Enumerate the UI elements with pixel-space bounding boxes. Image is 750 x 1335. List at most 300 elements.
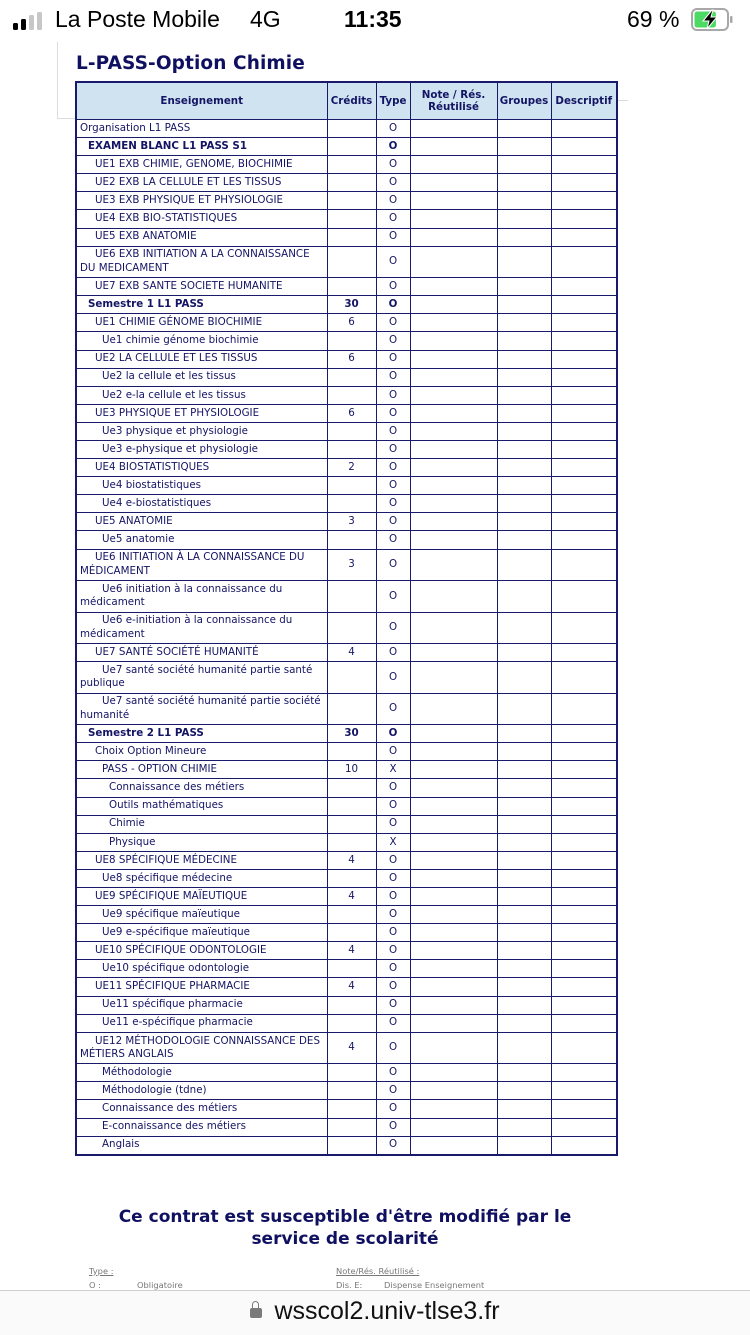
cell-groupes — [497, 1118, 551, 1136]
cell-descriptif — [551, 833, 617, 851]
cell-note — [410, 228, 497, 246]
cell-credits — [327, 120, 376, 138]
cell-credits — [327, 156, 376, 174]
cell-note — [410, 833, 497, 851]
cell-descriptif — [551, 441, 617, 459]
modification-notice: Ce contrat est susceptible d'être modifié par le service de scolarité — [118, 1207, 572, 1249]
cell-note — [410, 531, 497, 549]
table-row — [76, 833, 617, 851]
cell-enseignement: Choix Option Mineure — [76, 743, 327, 761]
cell-note — [410, 996, 497, 1014]
table-row — [76, 1082, 617, 1100]
table-row — [76, 246, 617, 278]
cell-enseignement: UE1 CHIMIE GÉNOME BIOCHIMIE — [76, 314, 327, 332]
table-row — [76, 942, 617, 960]
cell-type: O — [376, 210, 410, 228]
cell-descriptif — [551, 296, 617, 314]
cell-groupes — [497, 192, 551, 210]
cell-note — [410, 761, 497, 779]
cell-enseignement: Connaissance des métiers — [76, 779, 327, 797]
cell-credits: 4 — [327, 644, 376, 662]
cell-enseignement: Semestre 1 L1 PASS — [76, 296, 327, 314]
cell-type: O — [376, 350, 410, 368]
cell-note — [410, 888, 497, 906]
cell-credits — [327, 1064, 376, 1082]
cell-groupes — [497, 869, 551, 887]
cell-enseignement: UE5 ANATOMIE — [76, 513, 327, 531]
cell-type: O — [376, 888, 410, 906]
table-row — [76, 978, 617, 996]
cell-enseignement: UE10 SPÉCIFIQUE ODONTOLOGIE — [76, 942, 327, 960]
table-row — [76, 495, 617, 513]
table-row — [76, 120, 617, 138]
cell-enseignement: Ue1 chimie génome biochimie — [76, 332, 327, 350]
cell-descriptif — [551, 228, 617, 246]
page-title: L-PASS-Option Chimie — [76, 53, 305, 74]
clock: 11:35 — [344, 6, 402, 32]
table-row — [76, 1118, 617, 1136]
cell-enseignement: UE4 EXB BIO-STATISTIQUES — [76, 210, 327, 228]
cell-type: O — [376, 644, 410, 662]
url-display[interactable] — [0, 1297, 750, 1326]
cell-credits: 4 — [327, 978, 376, 996]
cell-groupes — [497, 612, 551, 644]
cell-groupes — [497, 350, 551, 368]
cell-groupes — [497, 1082, 551, 1100]
cell-descriptif — [551, 386, 617, 404]
cell-enseignement: Chimie — [76, 815, 327, 833]
cell-type: O — [376, 120, 410, 138]
cell-descriptif — [551, 120, 617, 138]
cell-groupes — [497, 924, 551, 942]
cell-enseignement: UE1 EXB CHIMIE, GENOME, BIOCHIMIE — [76, 156, 327, 174]
cell-descriptif — [551, 422, 617, 440]
table-row — [76, 314, 617, 332]
cell-enseignement: Ue3 e-physique et physiologie — [76, 441, 327, 459]
column-header-type: Type — [376, 82, 410, 120]
table-row — [76, 725, 617, 743]
cell-enseignement: Organisation L1 PASS — [76, 120, 327, 138]
status-bar — [0, 0, 750, 42]
cell-note — [410, 120, 497, 138]
cell-groupes — [497, 156, 551, 174]
cell-descriptif — [551, 581, 617, 613]
cell-note — [410, 743, 497, 761]
table-row — [76, 869, 617, 887]
table-row — [76, 797, 617, 815]
cell-groupes — [497, 581, 551, 613]
legend-type-header: Type : — [89, 1266, 114, 1276]
cell-groupes — [497, 797, 551, 815]
cell-type: O — [376, 513, 410, 531]
cell-groupes — [497, 386, 551, 404]
browser-address-bar[interactable] — [0, 1290, 750, 1335]
cell-groupes — [497, 228, 551, 246]
cell-credits — [327, 368, 376, 386]
cell-credits: 3 — [327, 549, 376, 581]
cell-groupes — [497, 120, 551, 138]
table-header-row — [76, 82, 617, 120]
cell-type: O — [376, 1032, 410, 1064]
cell-credits — [327, 246, 376, 278]
cell-groupes — [497, 851, 551, 869]
cell-type: O — [376, 138, 410, 156]
legend-key: Dis. E: — [336, 1279, 363, 1290]
cell-type: O — [376, 278, 410, 296]
cell-enseignement: UE2 LA CELLULE ET LES TISSUS — [76, 350, 327, 368]
cell-credits — [327, 779, 376, 797]
cell-note — [410, 1100, 497, 1118]
cell-descriptif — [551, 1032, 617, 1064]
cell-groupes — [497, 531, 551, 549]
table-row — [76, 662, 617, 694]
curriculum-table — [75, 81, 618, 1156]
table-body — [76, 120, 617, 1155]
cell-enseignement: UE12 MÉTHODOLOGIE CONNAISSANCE DES MÉTIERS ANGLAIS — [76, 1032, 327, 1064]
table-row — [76, 228, 617, 246]
cell-credits — [327, 581, 376, 613]
network-type: 4G — [250, 6, 281, 32]
cell-descriptif — [551, 1118, 617, 1136]
cell-groupes — [497, 942, 551, 960]
cell-type: O — [376, 779, 410, 797]
cell-note — [410, 368, 497, 386]
cell-enseignement: E-connaissance des métiers — [76, 1118, 327, 1136]
table-row — [76, 477, 617, 495]
cell-descriptif — [551, 996, 617, 1014]
cell-note — [410, 978, 497, 996]
cell-credits — [327, 612, 376, 644]
cell-enseignement: Ue8 spécifique médecine — [76, 869, 327, 887]
cell-enseignement: Outils mathématiques — [76, 797, 327, 815]
cell-note — [410, 581, 497, 613]
cell-type: O — [376, 960, 410, 978]
cell-enseignement: UE6 EXB INITIATION A LA CONNAISSANCE DU MEDICAMENT — [76, 246, 327, 278]
cell-type: O — [376, 422, 410, 440]
cell-groupes — [497, 1136, 551, 1155]
cell-note — [410, 246, 497, 278]
cell-enseignement: UE7 SANTÉ SOCIÉTÉ HUMANITÉ — [76, 644, 327, 662]
cell-type: O — [376, 314, 410, 332]
cell-credits: 30 — [327, 725, 376, 743]
cell-descriptif — [551, 743, 617, 761]
cell-note — [410, 422, 497, 440]
table-row — [76, 924, 617, 942]
column-header-note: Note / Rés. Réutilisé — [410, 82, 497, 120]
cell-groupes — [497, 833, 551, 851]
cell-enseignement: EXAMEN BLANC L1 PASS S1 — [76, 138, 327, 156]
table-row — [76, 531, 617, 549]
cell-descriptif — [551, 156, 617, 174]
cell-descriptif — [551, 779, 617, 797]
page-frame-border — [57, 42, 58, 119]
cell-descriptif — [551, 662, 617, 694]
cell-note — [410, 138, 497, 156]
cell-enseignement: UE6 INITIATION À LA CONNAISSANCE DU MÉDICAMENT — [76, 549, 327, 581]
table-row — [76, 174, 617, 192]
cell-descriptif — [551, 459, 617, 477]
cell-enseignement: Ue6 e-initiation à la connaissance du médicament — [76, 612, 327, 644]
legend-value: Dispense Enseignement — [384, 1279, 485, 1290]
signal-strength-icon — [13, 12, 47, 30]
cell-groupes — [497, 368, 551, 386]
cell-descriptif — [551, 978, 617, 996]
cell-type: O — [376, 368, 410, 386]
cell-credits — [327, 693, 376, 725]
cell-credits: 4 — [327, 942, 376, 960]
cell-descriptif — [551, 1064, 617, 1082]
table-row — [76, 888, 617, 906]
cell-groupes — [497, 743, 551, 761]
cell-type: O — [376, 531, 410, 549]
cell-note — [410, 459, 497, 477]
cell-credits: 3 — [327, 513, 376, 531]
cell-descriptif — [551, 404, 617, 422]
cell-enseignement: Ue7 santé société humanité partie santé publique — [76, 662, 327, 694]
cell-descriptif — [551, 278, 617, 296]
cell-type: O — [376, 1014, 410, 1032]
table-row — [76, 996, 617, 1014]
legend-note-header: Note/Rés. Réutilisé : — [336, 1266, 420, 1276]
cell-note — [410, 960, 497, 978]
cell-descriptif — [551, 924, 617, 942]
cell-credits — [327, 960, 376, 978]
cell-type: O — [376, 156, 410, 174]
cell-groupes — [497, 174, 551, 192]
cell-groupes — [497, 404, 551, 422]
cell-type: O — [376, 549, 410, 581]
cell-descriptif — [551, 815, 617, 833]
cell-type: O — [376, 477, 410, 495]
battery-percentage: 69 % — [627, 6, 680, 32]
cell-enseignement: UE11 SPÉCIFIQUE PHARMACIE — [76, 978, 327, 996]
cell-groupes — [497, 314, 551, 332]
cell-note — [410, 513, 497, 531]
cell-note — [410, 350, 497, 368]
battery-charging-icon — [691, 8, 733, 31]
cell-type: O — [376, 942, 410, 960]
cell-groupes — [497, 246, 551, 278]
cell-type: O — [376, 851, 410, 869]
cell-groupes — [497, 210, 551, 228]
cell-enseignement: Physique — [76, 833, 327, 851]
cell-groupes — [497, 1014, 551, 1032]
page-frame-border — [57, 118, 75, 119]
cell-note — [410, 174, 497, 192]
cell-enseignement: Ue6 initiation à la connaissance du médicament — [76, 581, 327, 613]
cell-groupes — [497, 278, 551, 296]
cell-enseignement: Méthodologie (tdne) — [76, 1082, 327, 1100]
cell-descriptif — [551, 549, 617, 581]
cell-type: O — [376, 1064, 410, 1082]
cell-credits — [327, 1136, 376, 1155]
cell-enseignement: UE3 EXB PHYSIQUE ET PHYSIOLOGIE — [76, 192, 327, 210]
cell-credits — [327, 422, 376, 440]
cell-type: O — [376, 1136, 410, 1155]
cell-descriptif — [551, 693, 617, 725]
cell-note — [410, 924, 497, 942]
cell-enseignement: UE8 SPÉCIFIQUE MÉDECINE — [76, 851, 327, 869]
cell-note — [410, 477, 497, 495]
table-row — [76, 368, 617, 386]
cell-type: O — [376, 1082, 410, 1100]
cell-type: O — [376, 815, 410, 833]
cell-credits — [327, 192, 376, 210]
cell-credits — [327, 278, 376, 296]
cell-note — [410, 156, 497, 174]
cell-note — [410, 1118, 497, 1136]
cell-descriptif — [551, 174, 617, 192]
cell-descriptif — [551, 1100, 617, 1118]
cell-note — [410, 725, 497, 743]
cell-type: O — [376, 174, 410, 192]
legend-note — [336, 1265, 484, 1292]
cell-credits: 30 — [327, 296, 376, 314]
cell-note — [410, 1082, 497, 1100]
cell-groupes — [497, 513, 551, 531]
cell-credits — [327, 531, 376, 549]
cell-type: O — [376, 725, 410, 743]
cell-credits — [327, 1014, 376, 1032]
cell-credits — [327, 833, 376, 851]
cell-groupes — [497, 779, 551, 797]
table-row — [76, 422, 617, 440]
table-row — [76, 761, 617, 779]
cell-groupes — [497, 138, 551, 156]
cell-enseignement: Ue11 e-spécifique pharmacie — [76, 1014, 327, 1032]
cell-enseignement: Semestre 2 L1 PASS — [76, 725, 327, 743]
cell-note — [410, 332, 497, 350]
cell-enseignement: PASS - OPTION CHIMIE — [76, 761, 327, 779]
cell-note — [410, 386, 497, 404]
cell-type: O — [376, 1118, 410, 1136]
cell-credits: 6 — [327, 314, 376, 332]
cell-note — [410, 192, 497, 210]
table-row — [76, 906, 617, 924]
column-header-descriptif: Descriptif — [551, 82, 617, 120]
cell-type: O — [376, 404, 410, 422]
cell-enseignement: UE9 SPÉCIFIQUE MAÏEUTIQUE — [76, 888, 327, 906]
cell-credits — [327, 662, 376, 694]
legend-key: O : — [89, 1279, 101, 1290]
cell-enseignement: Anglais — [76, 1136, 327, 1155]
table-row — [76, 960, 617, 978]
cell-enseignement: Ue7 santé société humanité partie société humanité — [76, 693, 327, 725]
cell-type: O — [376, 906, 410, 924]
cell-descriptif — [551, 960, 617, 978]
table-row — [76, 459, 617, 477]
cell-credits — [327, 1082, 376, 1100]
cell-note — [410, 693, 497, 725]
cell-type: X — [376, 833, 410, 851]
cell-note — [410, 662, 497, 694]
table-row — [76, 815, 617, 833]
cell-note — [410, 278, 497, 296]
cell-descriptif — [551, 906, 617, 924]
table-row — [76, 743, 617, 761]
cell-note — [410, 404, 497, 422]
table-row — [76, 1014, 617, 1032]
cell-credits — [327, 477, 376, 495]
table-row — [76, 1136, 617, 1155]
cell-credits: 4 — [327, 1032, 376, 1064]
cell-credits — [327, 1100, 376, 1118]
cell-descriptif — [551, 246, 617, 278]
table-row — [76, 350, 617, 368]
table-row — [76, 644, 617, 662]
cell-credits — [327, 924, 376, 942]
cell-descriptif — [551, 477, 617, 495]
cell-descriptif — [551, 612, 617, 644]
cell-descriptif — [551, 851, 617, 869]
cell-note — [410, 549, 497, 581]
cell-credits: 2 — [327, 459, 376, 477]
cell-type: O — [376, 441, 410, 459]
cell-enseignement: Ue10 spécifique odontologie — [76, 960, 327, 978]
cell-groupes — [497, 888, 551, 906]
cell-descriptif — [551, 888, 617, 906]
cell-credits — [327, 332, 376, 350]
cell-note — [410, 906, 497, 924]
cell-groupes — [497, 459, 551, 477]
cell-enseignement: Ue9 spécifique maïeutique — [76, 906, 327, 924]
cell-groupes — [497, 477, 551, 495]
cell-credits — [327, 815, 376, 833]
cell-credits — [327, 495, 376, 513]
cell-note — [410, 495, 497, 513]
cell-credits — [327, 228, 376, 246]
url-text[interactable]: wsscol2.univ-tlse3.fr — [274, 1297, 500, 1325]
cell-note — [410, 1136, 497, 1155]
cell-descriptif — [551, 761, 617, 779]
cell-descriptif — [551, 869, 617, 887]
cell-type: O — [376, 459, 410, 477]
cell-groupes — [497, 996, 551, 1014]
cell-groupes — [497, 761, 551, 779]
cell-credits — [327, 996, 376, 1014]
cell-type: O — [376, 495, 410, 513]
cell-enseignement: Ue9 e-spécifique maïeutique — [76, 924, 327, 942]
cell-type: O — [376, 996, 410, 1014]
cell-enseignement: Ue11 spécifique pharmacie — [76, 996, 327, 1014]
cell-enseignement: Ue4 e-biostatistiques — [76, 495, 327, 513]
cell-enseignement: UE7 EXB SANTE SOCIETE HUMANITE — [76, 278, 327, 296]
cell-groupes — [497, 815, 551, 833]
table-row — [76, 156, 617, 174]
cell-credits — [327, 210, 376, 228]
cell-enseignement: Méthodologie — [76, 1064, 327, 1082]
cell-note — [410, 869, 497, 887]
cell-credits — [327, 797, 376, 815]
cell-note — [410, 644, 497, 662]
cell-descriptif — [551, 332, 617, 350]
cell-descriptif — [551, 644, 617, 662]
cell-type: O — [376, 797, 410, 815]
cell-groupes — [497, 1064, 551, 1082]
table-row — [76, 1064, 617, 1082]
table-row — [76, 296, 617, 314]
cell-credits: 10 — [327, 761, 376, 779]
cell-credits — [327, 1118, 376, 1136]
cell-type: O — [376, 869, 410, 887]
cell-groupes — [497, 693, 551, 725]
cell-credits — [327, 869, 376, 887]
cell-groupes — [497, 644, 551, 662]
cell-type: O — [376, 228, 410, 246]
cell-type: O — [376, 192, 410, 210]
cell-credits — [327, 386, 376, 404]
table-row — [76, 779, 617, 797]
